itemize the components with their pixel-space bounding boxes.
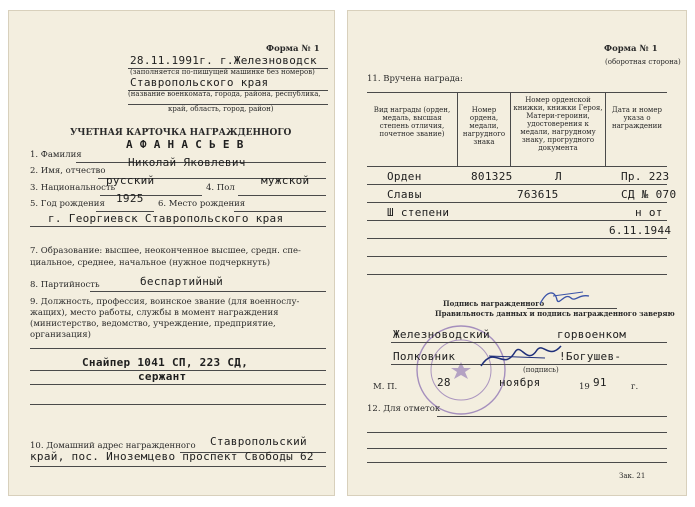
officer-rank: Полковник <box>393 350 456 363</box>
row1-number: 801325 <box>471 170 513 183</box>
card-back <box>347 10 687 496</box>
row2-decree: СД № 070 <box>621 188 677 201</box>
education-line-1: 7. Образование: высшее, неоконченное высшее, средн. спе- <box>30 246 301 256</box>
date-year-prefix: 19 <box>579 382 590 392</box>
address-value-2: край, пос. Иноземцево проспект Свободы 62 <box>30 450 314 463</box>
row3-award: Ш степени <box>387 206 450 219</box>
party-value: беспартийный <box>140 275 224 288</box>
card-title: УЧЕТНАЯ КАРТОЧКА НАГРАЖДЕННОГО <box>70 128 292 138</box>
date-month: ноября <box>499 376 541 389</box>
position-line-2: жащих), место работы, службы в момент награждения <box>30 308 279 318</box>
org-commissar: горвоенком <box>557 328 627 341</box>
date-day: 28 <box>437 376 451 389</box>
birthplace-value: г. Георгиевск Ставропольского края <box>48 212 284 225</box>
row2-award: Славы <box>387 188 422 201</box>
sex-value: мужской <box>261 174 310 187</box>
given-name-value: Николай Яковлевич <box>128 156 246 169</box>
birth-year-value: 1925 <box>116 192 144 205</box>
row1-award: Орден <box>387 170 422 183</box>
signature-hint: (подпись) <box>523 366 559 374</box>
awardee-signature <box>535 286 595 310</box>
col-header-book: Номер орденской книжки, книжки Героя, Матери-героини, удостоверения к медали, нагрудному знаку, прогрудного документа <box>513 96 603 152</box>
address-value-1: Ставропольский <box>210 435 307 448</box>
position-line-3: (министерство, ведомство, учреждение, предприятие, <box>30 319 276 329</box>
hint-military-office: (название военкомата, города, района, республика, <box>128 90 321 98</box>
date-year: 91 <box>593 376 607 389</box>
nationality-value: русский <box>106 174 155 187</box>
row1-decree: Пр. 223 <box>621 170 670 183</box>
row4-decree: 6.11.1944 <box>609 224 672 237</box>
seal-label: М. П. <box>373 382 398 392</box>
nationality-label: 3. Национальность <box>30 183 116 193</box>
card-front <box>8 10 335 496</box>
issue-date-place: 28.11.1991г. г.Железноводск <box>130 54 317 67</box>
col-header-decree: Дата и номер указа о награждении <box>611 106 663 130</box>
party-label: 8. Партийность <box>30 280 100 290</box>
verification-note: Правильность данных и подпись награжденного заверяю <box>435 309 675 318</box>
position-line-4: организация) <box>30 330 91 340</box>
birth-year-label: 5. Год рождения <box>30 199 105 209</box>
notes-label: 12. Для отметок <box>367 404 441 414</box>
sex-label: 4. Пол <box>206 183 235 193</box>
form-number-back: Форма № 1 <box>604 44 658 54</box>
region-typed: Ставропольского края <box>130 76 269 89</box>
row3-decree: н от <box>635 206 663 219</box>
print-order: Зак. 21 <box>619 472 646 480</box>
hint-region: край, область, город, район) <box>168 105 274 113</box>
date-suffix: г. <box>631 382 639 392</box>
form-number: Форма № 1 <box>266 44 320 54</box>
officer-name: !Богушев- <box>559 350 622 363</box>
position-value-1: Снайпер 1041 СП, 223 СД, <box>82 356 249 369</box>
row2-book: 763615 <box>517 188 559 201</box>
col-header-award: Вид награды (орден, медаль, высшая степень отличия, почетное звание) <box>373 106 451 138</box>
given-name-label: 2. Имя, отчество <box>30 166 106 176</box>
surname-value: А Ф А Н А С Ь Е В <box>126 138 244 151</box>
position-line-1: 9. Должность, профессия, воинское звание (для военнослу- <box>30 297 300 307</box>
surname-label: 1. Фамилия <box>30 150 82 160</box>
education-line-2: циальное, среднее, начальное (нужное подчеркнуть) <box>30 258 271 268</box>
birthplace-label: 6. Место рождения <box>158 199 246 209</box>
col-header-number: Номер ордена, медали, нагрудного знака <box>462 106 506 146</box>
org-city: Железноводский <box>393 328 490 341</box>
reverse-side-label: (оборотная сторона) <box>605 58 681 66</box>
awardee-signature-label: Подпись награжденного <box>443 299 545 308</box>
hint-typewriter: (заполняется по-пишущей машинке без номеров) <box>130 68 315 76</box>
position-value-2: сержант <box>138 370 187 383</box>
award-section-label: 11. Вручена награда: <box>367 74 463 84</box>
row1-book: Л <box>555 170 562 183</box>
address-label: 10. Домашний адрес награжденного <box>30 441 196 451</box>
